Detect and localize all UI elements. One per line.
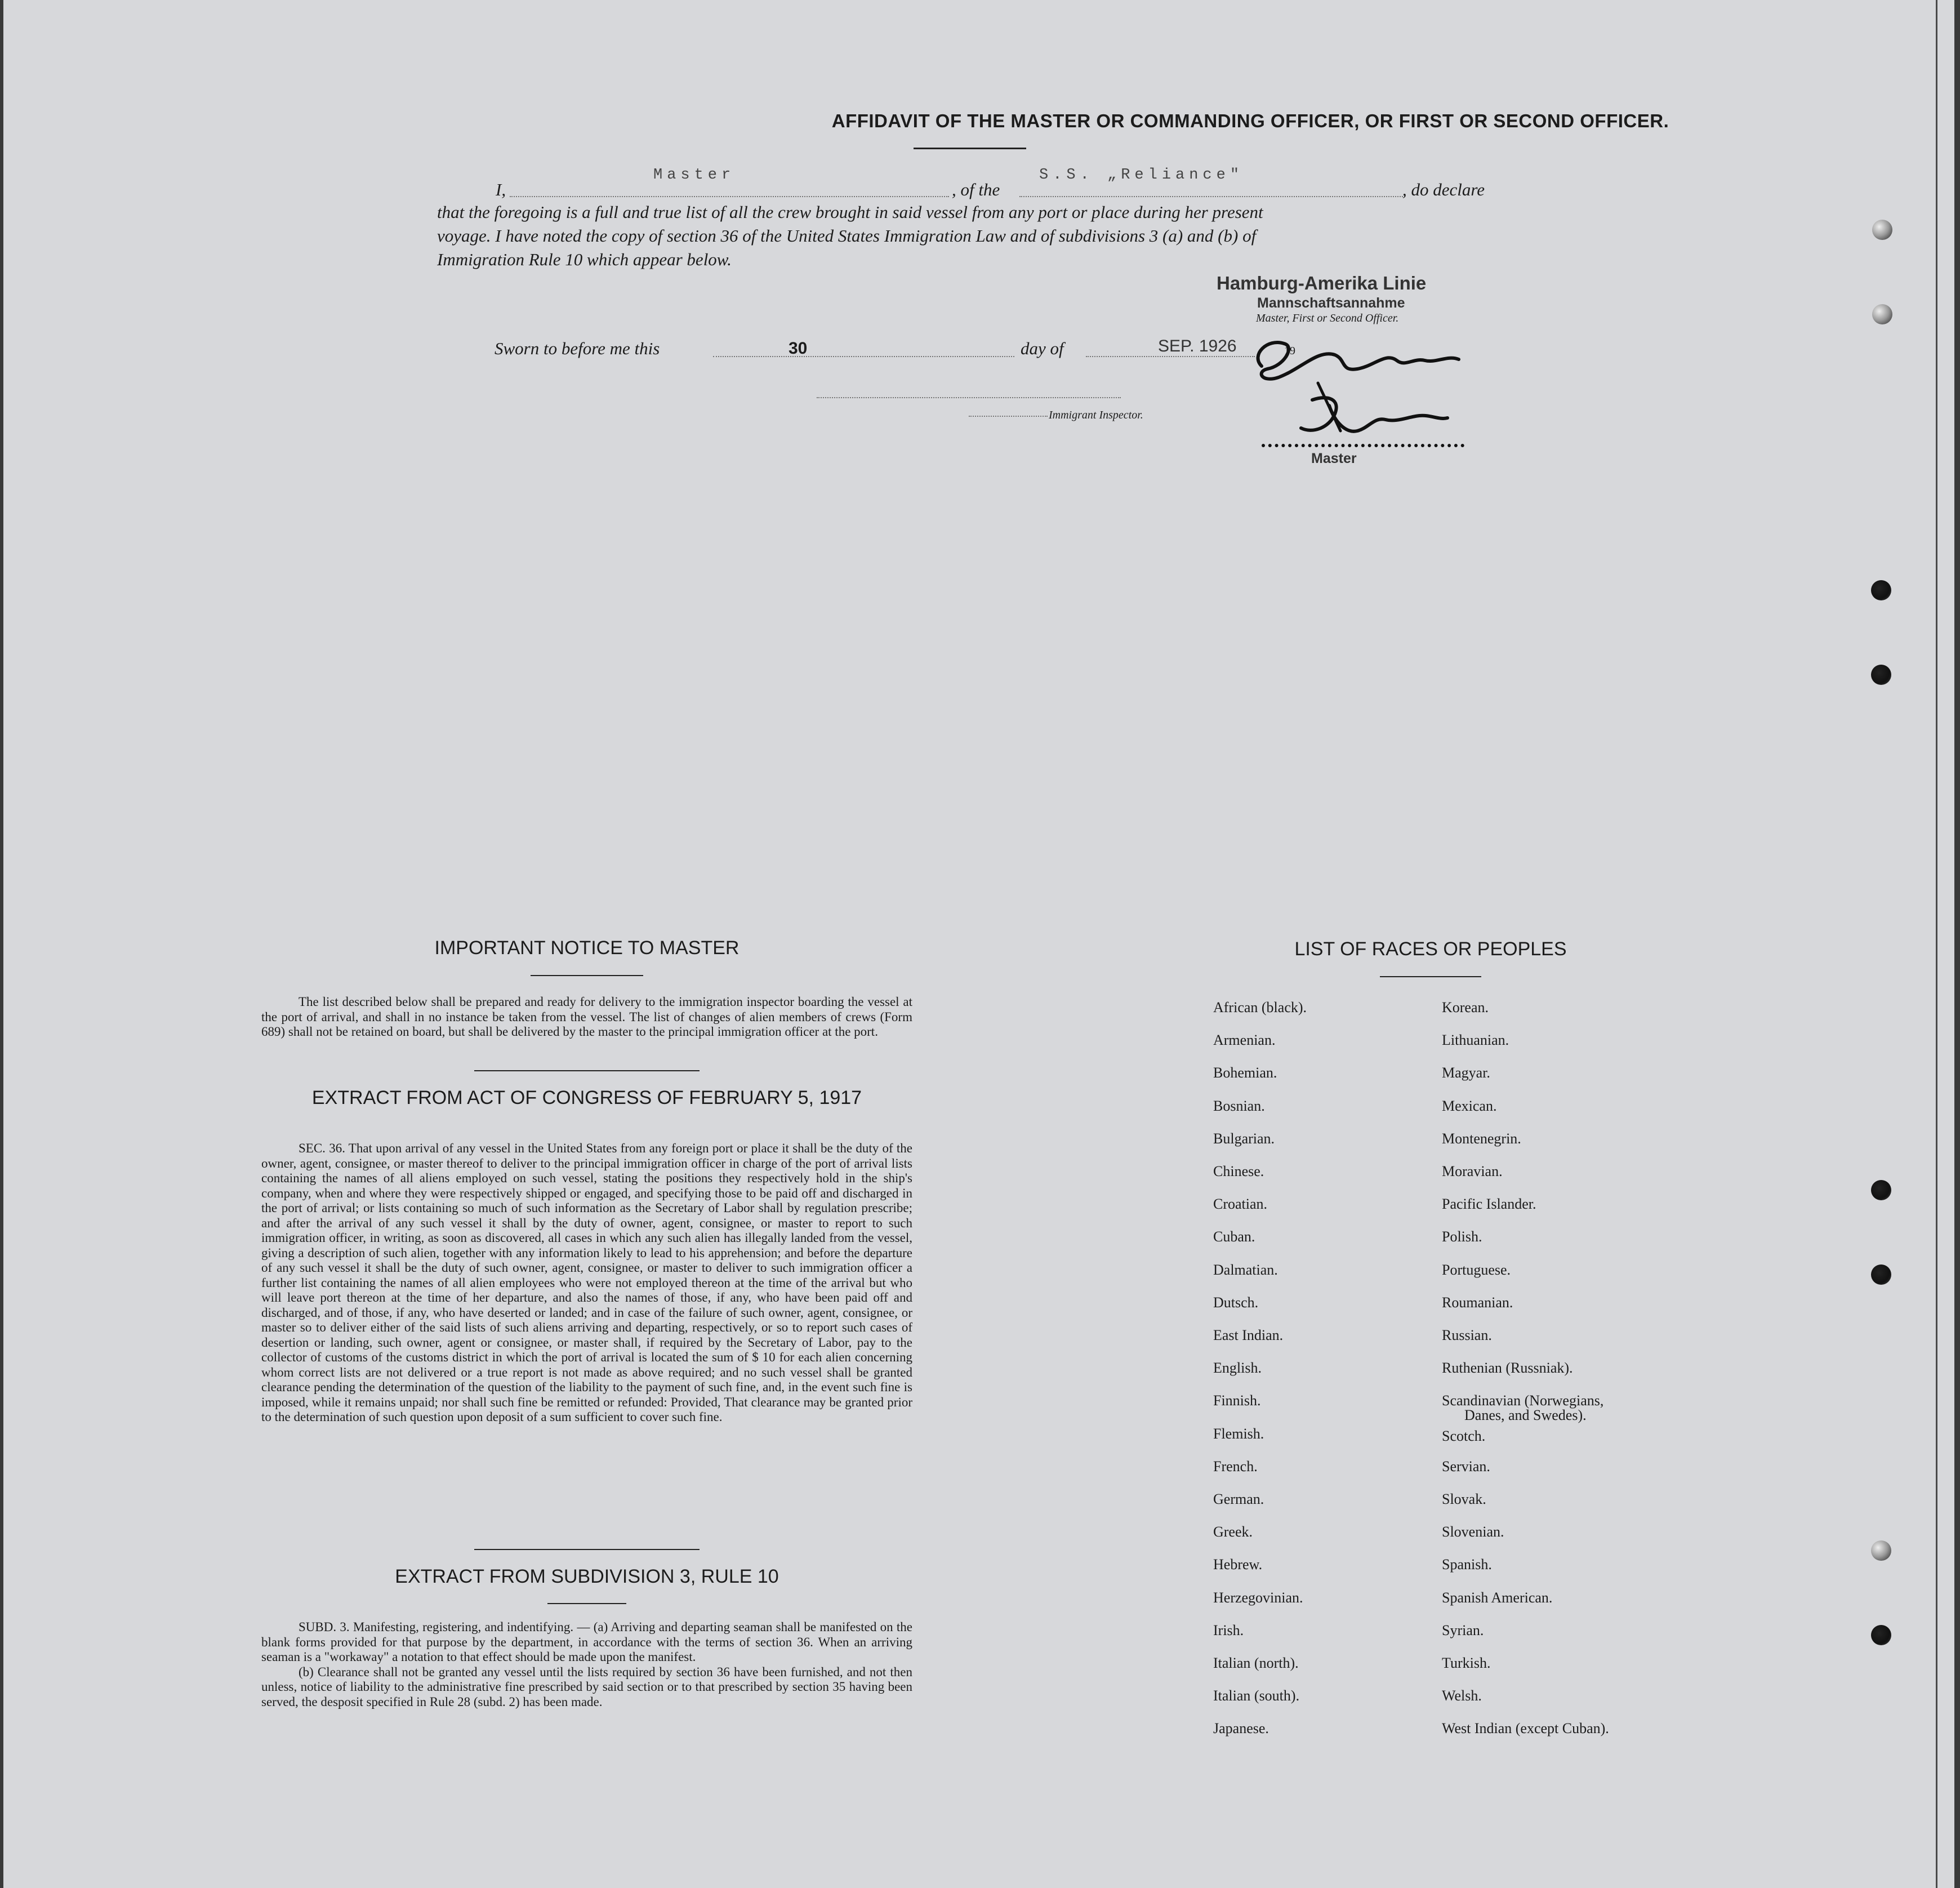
- race-item: English.: [1213, 1360, 1262, 1377]
- race-item: Korean.: [1442, 999, 1489, 1016]
- race-item: Pacific Islander.: [1442, 1196, 1536, 1213]
- race-item: West Indian (except Cuban).: [1442, 1720, 1609, 1737]
- race-item: Italian (north).: [1213, 1655, 1299, 1671]
- race-item: Polish.: [1442, 1228, 1482, 1245]
- act-body: [261, 1141, 912, 1425]
- race-item: Bosnian.: [1213, 1097, 1265, 1114]
- race-item: Syrian.: [1442, 1622, 1484, 1638]
- race-item: Moravian.: [1442, 1163, 1503, 1179]
- race-item: Bulgarian.: [1213, 1130, 1275, 1147]
- date-stamp: SEP. 1926: [1158, 337, 1237, 355]
- inspector-caption: Immigrant Inspector.: [1049, 409, 1143, 421]
- punch-hole: [1872, 304, 1892, 324]
- act-heading: EXTRACT FROM ACT OF CONGRESS OF FEBRUARY 5, 1917: [311, 1087, 862, 1108]
- affidavit-i-label: I,: [496, 180, 506, 199]
- race-item: Slovenian.: [1442, 1524, 1504, 1540]
- race-item: French.: [1213, 1458, 1258, 1475]
- race-item: Cuban.: [1213, 1228, 1255, 1245]
- affidavit-line-4: Immigration Rule 10 which appear below.: [437, 250, 732, 269]
- race-item: Hebrew.: [1213, 1556, 1263, 1573]
- sworn-label: Sworn to before me this: [495, 339, 660, 358]
- notice-body: [261, 995, 912, 1040]
- race-item: Turkish.: [1442, 1655, 1491, 1671]
- punch-hole: [1871, 1540, 1891, 1561]
- race-item: Slovak.: [1442, 1491, 1486, 1507]
- department-stamp: Mannschaftsannahme: [1257, 295, 1405, 311]
- notice-heading: IMPORTANT NOTICE TO MASTER: [434, 937, 740, 959]
- race-item: Dutsch.: [1213, 1294, 1259, 1311]
- sworn-day-line: [713, 356, 1014, 357]
- inspector-line-2: [969, 416, 1048, 417]
- race-item: Armenian.: [1213, 1032, 1276, 1049]
- of-the-label: , of the: [952, 180, 1000, 199]
- race-item: Spanish.: [1442, 1556, 1492, 1573]
- race-item: Magyar.: [1442, 1065, 1490, 1081]
- race-item: Danes, and Swedes).: [1464, 1407, 1587, 1424]
- vessel-filled: S.S. „Reliance": [1039, 167, 1244, 184]
- race-item: Ruthenian (Russniak).: [1442, 1360, 1573, 1377]
- title-rule: [914, 148, 1026, 149]
- affidavit-line-3: voyage. I have noted the copy of section 36 of the United States Immigration Law and of subdivisions 3 (a) and (b) of: [437, 226, 1257, 246]
- race-item: Mexican.: [1442, 1097, 1497, 1114]
- race-item: Russian.: [1442, 1327, 1492, 1343]
- race-item: Scandinavian (Norwegians,: [1442, 1392, 1604, 1409]
- rule-paragraph-b: (b) Clearance shall not be granted any vessel until the lists required by section 36 have been furnished, and not then unless, notice of liability to the administrative fine prescribed by said section or to that prescribed by section 35 having been served, the desposit specified in Rule 28 (subd. 2) has been made.: [261, 1664, 912, 1709]
- vessel-line: [1019, 196, 1405, 197]
- punch-hole: [1871, 580, 1891, 600]
- race-item: Herzegovinian.: [1213, 1589, 1303, 1606]
- rule-body: [261, 1620, 912, 1709]
- race-item: East Indian.: [1213, 1327, 1284, 1343]
- race-item: German.: [1213, 1491, 1264, 1507]
- officer-line: [510, 196, 949, 197]
- punch-hole: [1872, 220, 1892, 240]
- race-item: Finnish.: [1213, 1392, 1261, 1409]
- race-item: Spanish American.: [1442, 1589, 1553, 1606]
- race-item: Roumanian.: [1442, 1294, 1513, 1311]
- race-item: Croatian.: [1213, 1196, 1268, 1213]
- race-item: Italian (south).: [1213, 1687, 1300, 1704]
- race-item: Flemish.: [1213, 1425, 1264, 1442]
- race-item: African (black).: [1213, 999, 1307, 1016]
- act-paragraph: SEC. 36. That upon arrival of any vessel in the United States from any foreign port or place it shall be the duty of the owner, agent, consignee, or master thereof to deliver to the principal immigration officer in charge of the port of arrival lists containing the names of all aliens employed on such vessel, stating the positions they respectively hold in the ship's company, when and where they were respectively shipped or engaged, and specifying those to be paid off and discharged in the port of arrival; or lists containing so much of such information as the Secretary of Labor shall by regulation prescribe; and after the arrival of any such vessel it shall by the duty of owner, agent, consignee, or master to report to such immigration officer, in writing, as soon as discovered, all cases in which any such alien has illegally landed from the vessel, giving a description of such alien, together with any information likely to lead to his apprehension; and before the departure of any such vessel it shall be the duty of such owner, agent, consignee, or master to deliver to such immigration officer a further list containing the names of all alien employees who were not employed thereon at the time of the arrival but who will leave port thereon at the time of her departure, and also the names of those, if any, who have been paid off and discharged, and of those, if any, who have deserted or landed; and in case of the failure of such owner, agent, consignee, or master so to deliver either of the said lists of such aliens arriving and departing, respectively, or so to report such cases of desertion or landing, such owner, agent or consignee, or master shall, if required by the Secretary of Labor, pay to the collector of customs of the customs district in which the port of arrival is located the sum of $ 10 for each alien concerning whom correct lists are not delivered or a true report is not made as above required; and no such vessel shall be granted clearance pending the determination of the question of the liability to the payment of such fine, and, in the event such fine is imposed, while it remains unpaid; nor shall such fine be remitted or refunded: Provided, That clearance may be granted prior to the determination of such question upon deposit of a sum sufficient to cover such fine.: [261, 1141, 912, 1424]
- race-item: Chinese.: [1213, 1163, 1264, 1179]
- rule-rule: [547, 1603, 626, 1604]
- act-divider: [474, 1549, 700, 1550]
- race-item: Japanese.: [1213, 1720, 1269, 1737]
- punch-hole: [1871, 1180, 1891, 1200]
- races-rule: [1380, 976, 1481, 977]
- race-item: Scotch.: [1442, 1427, 1486, 1444]
- rule-heading: EXTRACT FROM SUBDIVISION 3, RULE 10: [395, 1566, 779, 1587]
- notice-divider: [474, 1070, 700, 1071]
- company-stamp: Hamburg-Amerika Linie: [1217, 273, 1427, 293]
- officer-caption: Master, First or Second Officer.: [1256, 312, 1399, 324]
- year-prefix: 19: [1284, 345, 1295, 357]
- day-of-label: day of: [1021, 339, 1064, 358]
- race-item: Montenegrin.: [1442, 1130, 1521, 1147]
- race-item: Welsh.: [1442, 1687, 1482, 1704]
- punch-hole: [1871, 665, 1891, 685]
- officer-filled: Master: [653, 167, 736, 184]
- do-declare-label: , do declare: [1402, 180, 1485, 199]
- master-caption: Master: [1311, 451, 1357, 466]
- inspector-line-1: [817, 397, 1121, 398]
- master-signature: [1245, 315, 1470, 451]
- binding-line: [1936, 0, 1937, 1888]
- sworn-day: 30: [789, 339, 808, 358]
- race-item: Greek.: [1213, 1524, 1253, 1540]
- punch-hole: [1871, 1625, 1891, 1645]
- race-item: Irish.: [1213, 1622, 1244, 1638]
- master-signature-line: [1262, 444, 1464, 447]
- races-heading: LIST OF RACES OR PEOPLES: [1294, 938, 1567, 960]
- race-item: Dalmatian.: [1213, 1261, 1278, 1278]
- notice-rule: [531, 975, 643, 976]
- page-right-edge: [1954, 0, 1960, 1888]
- race-item: Portuguese.: [1442, 1261, 1511, 1278]
- rule-paragraph-a: SUBD. 3. Manifesting, registering, and indentifying. — (a) Arriving and departing seaman shall be manifested on the blank forms provided for that purpose by the department, in accordance with the terms of section 36. When an arriving seaman is a "workaway" a notation to that effect should be made upon the manifest.: [261, 1620, 912, 1664]
- notice-paragraph: The list described below shall be prepared and ready for delivery to the immigration inspector boarding the vessel at the port of arrival, and shall in no instance be taken from the vessel. The list of changes of alien members of crews (Form 689) shall not be retained on board, but shall be delivered by the master to the principal immigration officer at the port.: [261, 995, 912, 1039]
- page-left-edge: [0, 0, 3, 1888]
- affidavit-line-2: that the foregoing is a full and true list of all the crew brought in said vessel from any port or place during her present: [437, 202, 1263, 222]
- affidavit-title: AFFIDAVIT OF THE MASTER OR COMMANDING OFFICER, OR FIRST OR SECOND OFFICER.: [831, 110, 1669, 131]
- punch-hole: [1871, 1264, 1891, 1285]
- race-item: Bohemian.: [1213, 1065, 1277, 1081]
- race-item: Lithuanian.: [1442, 1032, 1509, 1049]
- race-item: Servian.: [1442, 1458, 1490, 1475]
